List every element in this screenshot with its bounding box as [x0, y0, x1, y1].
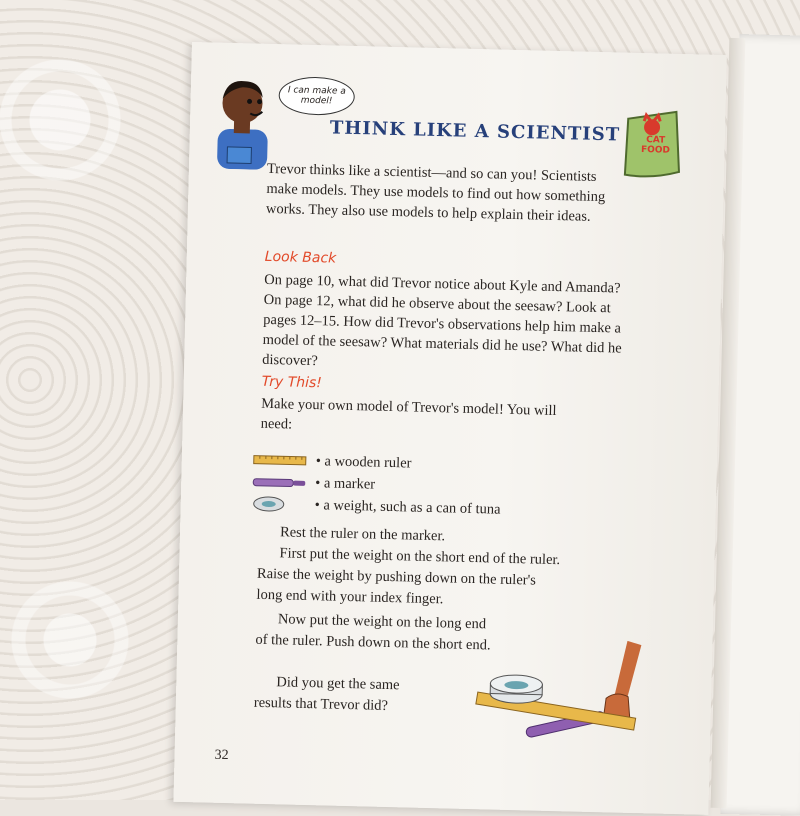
speech-bubble	[278, 76, 355, 116]
cat-food-label: CAT FOOD	[640, 135, 671, 156]
marker-icon	[251, 474, 307, 491]
step-line: of the ruler. Push down on the short end.	[255, 631, 491, 654]
book-page	[173, 42, 726, 815]
page-title: THINK LIKE A SCIENTIST	[329, 117, 621, 146]
trevor-illustration	[211, 73, 277, 171]
tuna-can-icon	[251, 496, 307, 513]
try-this-paragraph: Make your own model of Trevor's model! You will need:	[260, 395, 557, 433]
question-line: results that Trevor did?	[253, 694, 389, 714]
intro-paragraph: Trevor thinks like a scientist—and so can you! Scientists make models. They use models to find out how something works. They also use models to help explain their ideas.	[265, 160, 606, 225]
page-number: 32	[214, 747, 229, 764]
step-line: Rest the ruler on the marker.	[279, 524, 446, 545]
list-item-label: • a weight, such as a can of tuna	[314, 496, 501, 518]
step-line: long end with your index finger.	[256, 586, 444, 608]
step-line: Now put the weight on the long end	[277, 611, 487, 633]
ruler-icon	[252, 452, 308, 469]
step-line: Raise the weight by pushing down on the ruler's	[256, 565, 537, 589]
step-line: First put the weight on the short end of the ruler.	[279, 545, 561, 569]
seesaw-model-illustration	[465, 637, 658, 752]
materials-list	[250, 449, 512, 521]
question-line: Did you get the same	[276, 674, 400, 694]
look-back-heading: Look Back	[264, 248, 337, 267]
list-item-label: • a wooden ruler	[315, 452, 412, 471]
look-back-paragraph: On page 10, what did Trevor notice about Kyle and Amanda? On page 12, what did he observe about the seesaw? Look at pages 12–15. How did Trevor's observations help him make a model of the seesaw? What materials did he use? What did he discover?	[262, 271, 622, 370]
try-this-heading: Try This!	[261, 373, 323, 392]
speech-bubble-text: I can make a model!	[287, 85, 346, 107]
list-item-label: • a marker	[315, 474, 376, 493]
